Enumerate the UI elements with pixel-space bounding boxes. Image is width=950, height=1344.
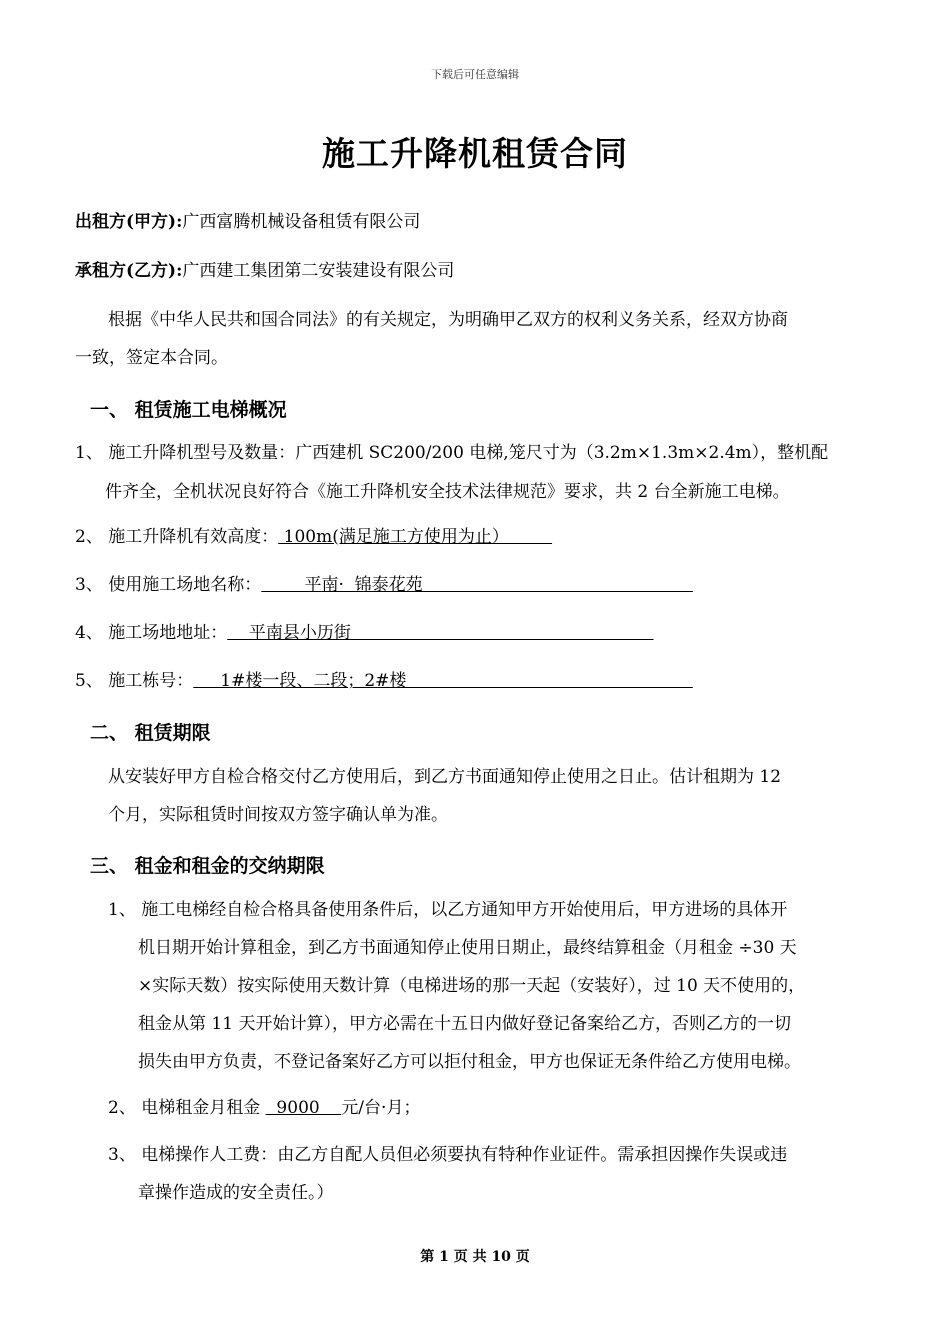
intro-line-2: 一致，签定本合同。 (75, 348, 228, 368)
s1-item2-value: 100m(满足施工方使用为止） (278, 527, 553, 547)
lessee-label: 承租方(乙方): (75, 261, 183, 281)
s3-item3-line1: 3、 电梯操作人工费：由乙方自配人员但必须要执有特种作业证件。需承担因操作失误或违 (108, 1145, 788, 1165)
s3-item2 (108, 1098, 420, 1118)
s1-item4 (75, 623, 653, 643)
s1-item5 (75, 671, 693, 691)
s1-item4-label: 4、 施工场地地址： (75, 623, 228, 643)
s1-item5-value: 1#楼一段、二段；2#楼 (193, 671, 693, 691)
intro-line-1: 根据《中华人民共和国合同法》的有关规定，为明确甲乙双方的权利义务关系，经双方协商 (108, 310, 788, 330)
s3-item3-line2: 章操作造成的安全责任。） (138, 1183, 334, 1203)
s1-item1-line1: 1、 施工升降机型号及数量：广西建机 SC200/200 电梯,笼尺寸为（3.2m×1.3m×2.4m），整机配 (75, 443, 829, 463)
lessor-line (75, 212, 420, 232)
s1-item4-value: 平南县小历街 (227, 623, 654, 643)
s2-line2: 个月，实际租赁时间按双方签字确认单为准。 (108, 805, 448, 825)
s3-item1-line2: 机日期开始计算租金，到乙方书面通知停止使用日期止，最终结算租金（月租金 ÷30 天 (138, 938, 797, 958)
page-footer: 第 1 页 共 10 页 (420, 1249, 530, 1265)
section-3-heading: 三、 租金和租金的交纳期限 (90, 855, 325, 877)
s1-item1-line2: 件齐全，全机状况良好符合《施工升降机安全技术法律规范》要求，共 2 台全新施工电梯。 (105, 482, 790, 502)
lessee-line (75, 261, 454, 281)
header-note: 下载后可任意编辑 (431, 68, 519, 81)
monthly-rent-value: 9000 (265, 1098, 342, 1118)
lessor-value: 广西富腾机械设备租赁有限公司 (182, 212, 421, 232)
s1-item3 (75, 575, 693, 595)
s1-item2 (75, 527, 552, 547)
s3-item1-line4: 租金从第 11 天开始计算），甲方必需在十五日内做好登记备案给乙方，否则乙方的一切 (138, 1014, 791, 1034)
s3-item1-line1: 1、 施工电梯经自检合格具备使用条件后，以乙方通知甲方开始使用后，甲方进场的具体开 (108, 900, 788, 920)
s3-item1-line3: ×实际天数）按实际使用天数计算（电梯进场的那一天起（安装好），过 10 天不使用的， (138, 976, 806, 996)
section-1-heading: 一、 租赁施工电梯概况 (90, 399, 287, 421)
s3-item2-label: 2、 电梯租金月租金 (108, 1098, 266, 1118)
section-2-heading: 二、 租赁期限 (90, 722, 211, 744)
s3-item2-suffix: 元/台·月； (341, 1098, 421, 1118)
lessor-label: 出租方(甲方): (75, 212, 183, 232)
s1-item3-label: 3、 使用施工场地名称： (75, 575, 262, 595)
s1-item5-label: 5、 施工栋号： (75, 671, 194, 691)
s1-item2-label: 2、 施工升降机有效高度： (75, 527, 279, 547)
s3-item1-line5: 损失由甲方负责，不登记备案好乙方可以拒付租金，甲方也保证无条件给乙方使用电梯。 (138, 1052, 801, 1072)
lessee-value: 广西建工集团第二安装建设有限公司 (182, 261, 455, 281)
page-title: 施工升降机租赁合同 (322, 134, 628, 173)
s1-item3-value: 平南· 锦泰花苑 (261, 575, 693, 595)
s2-line1: 从安装好甲方自检合格交付乙方使用后，到乙方书面通知停止使用之日止。估计租期为 12 (108, 767, 782, 787)
